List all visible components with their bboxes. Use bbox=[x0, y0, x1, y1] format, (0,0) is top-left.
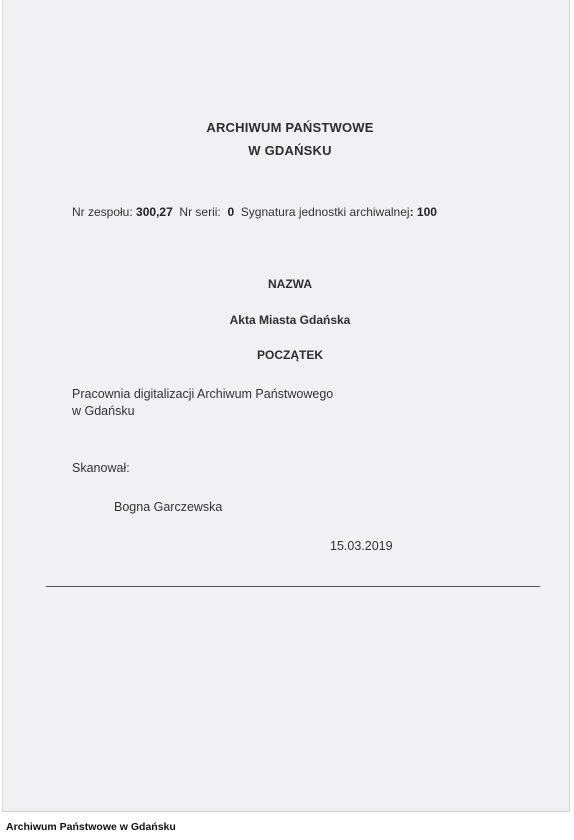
divider-line bbox=[46, 586, 540, 587]
fond-label: Nr zespołu: bbox=[72, 205, 133, 219]
name-heading: NAZWA bbox=[268, 277, 312, 291]
series-label: Nr serii: bbox=[179, 205, 221, 219]
series-value: 0 bbox=[227, 205, 235, 219]
name-value: Akta Miasta Gdańska bbox=[229, 313, 351, 327]
institution-title-line1: ARCHIWUM PAŃSTWOWE bbox=[206, 120, 374, 135]
signature-value: : 100 bbox=[409, 205, 437, 219]
start-heading: POCZĄTEK bbox=[257, 348, 323, 362]
footer-bar bbox=[0, 812, 574, 840]
fond-value: 300,27 bbox=[136, 205, 173, 219]
workshop-line2: w Gdańsku bbox=[72, 404, 135, 418]
signature-label: Sygnatura jednostki archiwalnej bbox=[240, 205, 410, 219]
scanned-by-name: Bogna Garczewska bbox=[114, 500, 223, 514]
document-sheet bbox=[2, 0, 570, 812]
scanned-by-label: Skanował: bbox=[72, 461, 130, 475]
archival-reference bbox=[72, 205, 437, 219]
institution-title-line2: W GDAŃSKU bbox=[248, 143, 332, 158]
workshop-line1: Pracownia digitalizacji Archiwum Państwowego bbox=[72, 387, 334, 401]
footer-label: Archiwum Państwowe w Gdańsku bbox=[6, 821, 176, 833]
scan-date: 15.03.2019 bbox=[330, 539, 393, 553]
